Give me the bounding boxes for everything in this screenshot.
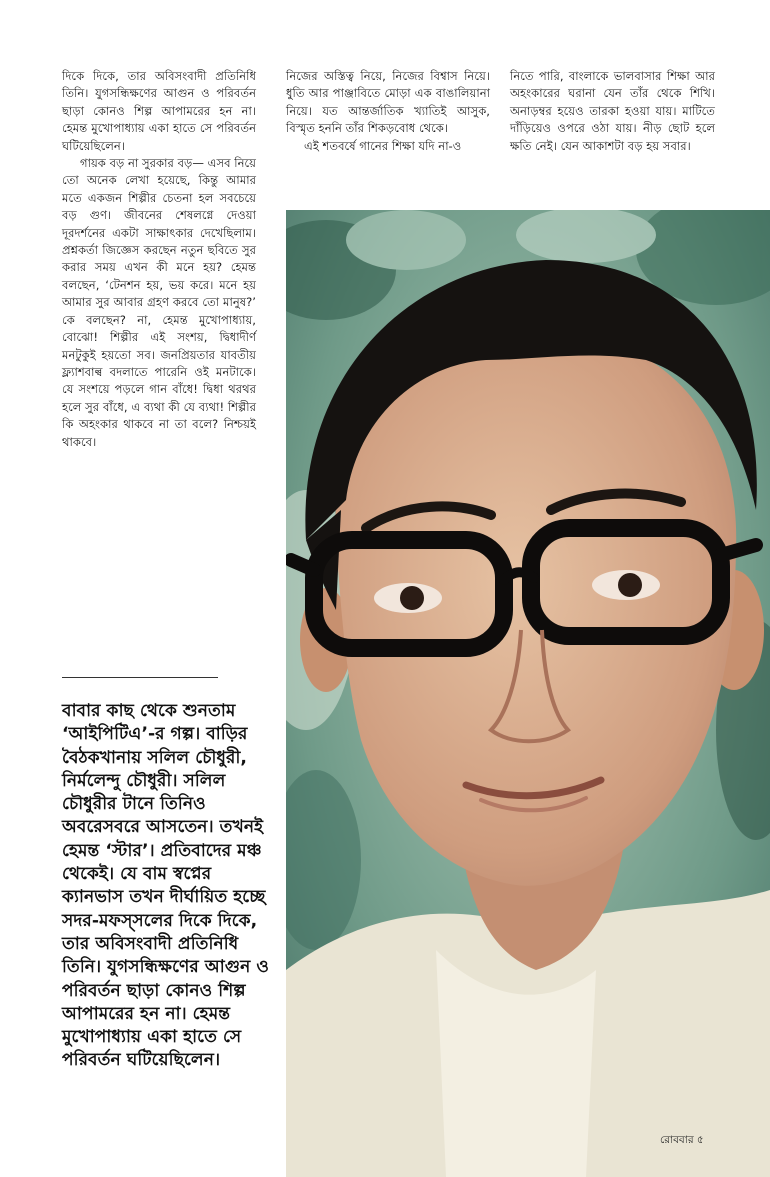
article-paragraph: এই শতবর্ষে গানের শিক্ষা যদি না-ও <box>304 138 462 153</box>
article-paragraph: দিকে দিকে, তার অবিসংবাদী প্রতিনিধি তিনি। যুগসন্ধিক্ষণের আগুন ও পরিবর্তন ছাড়া কোনও শিল্প আপামরের হন না। হেমন্ত মুখোপাধ্যায় একা হাতে সে পরিবর্তন ঘটিয়েছিলেন। <box>62 69 256 153</box>
portrait-photo <box>286 210 770 1177</box>
article-column-1 <box>62 68 256 451</box>
portrait-illustration <box>286 210 770 1177</box>
article-paragraph: নিজের অস্তিত্ব নিয়ে, নিজের বিশ্বাস নিয়ে। ধুতি আর পাঞ্জাবিতে মোড়া এক বাঙালিয়ানা নিয়ে। যত আন্তর্জাতিক খ্যাতিই আসুক, বিস্মৃত হননি তাঁর শিকড়বোধ থেকে। <box>286 69 490 136</box>
pull-quote-divider <box>62 677 218 678</box>
pull-quote <box>62 700 272 1073</box>
page-footer: রোববার ৫ <box>660 1134 704 1146</box>
article-column-2 <box>286 68 490 155</box>
pull-quote-text: বাবার কাছ থেকে শুনতাম ‘আইপিটিএ’-র গল্প। বাড়ির বৈঠকখানায় সলিল চৌধুরী, নির্মলেন্দু চৌধুরী। সলিল চৌধুরীর টানে তিনিও অবরেসবরে আসতেন। তখনই হেমন্ত ‘স্টার’। প্রতিবাদের মঞ্চ থেকেই। যে বাম স্বপ্নের ক্যানভাস তখন দীর্ঘায়িত হচ্ছে সদর-মফস্সলের দিকে দিকে, তার অবিসংবাদী প্রতিনিধি তিনি। যুগসন্ধিক্ষণের আগুন ও পরিবর্তন ছাড়া কোনও শিল্প আপামরের হন না। হেমন্ত মুখোপাধ্যায় একা হাতে সে পরিবর্তন ঘটিয়েছিলেন। <box>62 701 270 1071</box>
article-paragraph: গায়ক বড় না সুরকার বড়— এসব নিয়ে তো অনেক লেখা হয়েছে, কিন্তু আমার মতে একজন শিল্পীর চেতনা হল সবচেয়ে বড় গুণ। জীবনের শেষলগ্নে দেওয়া দূরদর্শনের একটা সাক্ষাৎকার দেখেছিলাম। প্রশ্নকর্তা জিজ্ঞেস করছেন নতুন ছবিতে সুর করার সময় এখন কী মনে হয়? হেমন্ত বলছেন, ‘টেনশন হয়, ভয় করে। মনে হয় আমার সুর আবার গ্রহণ করবে তো মানুষ?’ কে বলছেন? না, হেমন্ত মুখোপাধ্যায়, বোঝো! শিল্পীর এই সংশয়, দ্বিধাদীর্ণ মনটুকুই হয়তো সব। জনপ্রিয়তার যাবতীয় ফ্ল্যাশবাল্ব বদলাতে পারেনি ওই মনটাকে। যে সংশয়ে পড়লে গান বাঁধে! দ্বিধা থরথর হলে সুর বাঁধে, এ ব্যথা কী যে ব্যথা! শিল্পীর কি অহংকার থাকবে না তা বলে? নিশ্চয়ই থাকবে। <box>62 156 256 449</box>
article-paragraph: নিতে পারি, বাংলাকে ভালবাসার শিক্ষা আর অহংকারের ঘরানা যেন তাঁর থেকে শিখি। অনাড়ম্বর হয়েও তারকা হওয়া যায়। মাটিতে দাঁড়িয়েও ওপরে ওঠা যায়। নীড় ছোট হলে ক্ষতি নেই। যেন আকাশটা বড় হয় সবার। <box>510 69 715 153</box>
article-column-3 <box>510 68 715 155</box>
